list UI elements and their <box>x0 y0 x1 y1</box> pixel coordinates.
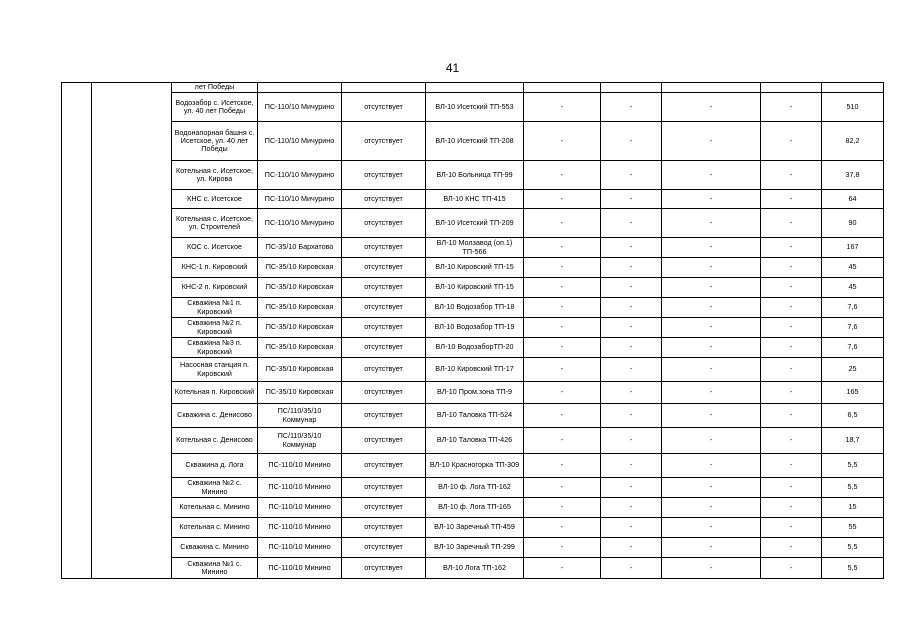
cell-col7: - <box>662 498 761 518</box>
cell-col6: - <box>601 382 662 404</box>
cell-object: Скважина №1 с. Минино <box>172 558 258 579</box>
cell-col5: - <box>524 209 601 238</box>
cell-col5: - <box>524 518 601 538</box>
cell-load: 7,6 <box>822 338 884 358</box>
cell-reserve: отсутствует <box>342 404 426 428</box>
table-row <box>62 318 884 338</box>
cell-col7: - <box>662 258 761 278</box>
cell-source: ПС-35/10 Бархатово <box>258 238 342 258</box>
cell-col8: - <box>761 190 822 209</box>
cell-source: ПС-110/10 Минино <box>258 518 342 538</box>
cell-col8: - <box>761 382 822 404</box>
cell-col6: - <box>601 338 662 358</box>
cell-reserve: отсутствует <box>342 161 426 190</box>
cell-object: Скважина №1 п. Кировский <box>172 298 258 318</box>
cell-line: ВЛ-10 Таловка ТП-524 <box>426 404 524 428</box>
cell-line: ВЛ-10 Больница ТП-99 <box>426 161 524 190</box>
cell-load: 5,5 <box>822 558 884 579</box>
cell-col8: - <box>761 93 822 122</box>
cell-col5: - <box>524 404 601 428</box>
cell-source: ПС/110/35/10 Коммунар <box>258 428 342 454</box>
cell-col8: - <box>761 161 822 190</box>
cell-object: Водозабор с. Исетское, ул. 40 лет Победы <box>172 93 258 122</box>
cell-col7: - <box>662 190 761 209</box>
cell-col8: - <box>761 209 822 238</box>
cell-col8: - <box>761 478 822 498</box>
cell-source: ПС-110/10 Минино <box>258 558 342 579</box>
cell-col6: - <box>601 258 662 278</box>
cell-source: ПС-110/10 Мичурино <box>258 190 342 209</box>
cell-line: ВЛ-10 Заречный ТП-299 <box>426 538 524 558</box>
cell-object: Скважина №3 п. Кировский <box>172 338 258 358</box>
cell-load: 5,5 <box>822 478 884 498</box>
cell-object: Скважина с. Денисово <box>172 404 258 428</box>
cell-object: Скважина №2 п. Кировский <box>172 318 258 338</box>
cell-col5: - <box>524 161 601 190</box>
cell-object: Скважина д. Лога <box>172 454 258 478</box>
cell-col6: - <box>601 478 662 498</box>
table-row <box>62 558 884 579</box>
cell-col7: - <box>662 161 761 190</box>
cell-group-col <box>92 83 172 579</box>
cell-source: ПС-35/10 Кировская <box>258 258 342 278</box>
cell-reserve: отсутствует <box>342 209 426 238</box>
cell-col5: - <box>524 298 601 318</box>
cell-reserve: отсутствует <box>342 428 426 454</box>
cell-col8: - <box>761 454 822 478</box>
cell-col7: - <box>662 298 761 318</box>
cell-col5: - <box>524 538 601 558</box>
table-row <box>62 454 884 478</box>
cell-col7 <box>662 83 761 93</box>
cell-source: ПС/110/35/10 Коммунар <box>258 404 342 428</box>
cell-line: ВЛ-10 Кировский ТП-15 <box>426 258 524 278</box>
cell-col8: - <box>761 318 822 338</box>
cell-source <box>258 83 342 93</box>
cell-load: 7,6 <box>822 298 884 318</box>
table-row <box>62 338 884 358</box>
cell-load: 5,5 <box>822 454 884 478</box>
cell-col5: - <box>524 428 601 454</box>
table-body <box>62 83 884 579</box>
cell-col5: - <box>524 93 601 122</box>
cell-load: 45 <box>822 258 884 278</box>
cell-source: ПС-110/10 Мичурино <box>258 161 342 190</box>
cell-col8: - <box>761 404 822 428</box>
cell-load: 6,5 <box>822 404 884 428</box>
cell-col6: - <box>601 122 662 161</box>
cell-object: Котельная с. Денисово <box>172 428 258 454</box>
cell-load: 64 <box>822 190 884 209</box>
cell-col6: - <box>601 358 662 382</box>
cell-col8: - <box>761 498 822 518</box>
cell-object: КНС с. Исетское <box>172 190 258 209</box>
cell-reserve: отсутствует <box>342 454 426 478</box>
cell-line: ВЛ-10 КНС ТП-415 <box>426 190 524 209</box>
cell-col7: - <box>662 93 761 122</box>
cell-col7: - <box>662 209 761 238</box>
cell-reserve: отсутствует <box>342 338 426 358</box>
cell-source: ПС-35/10 Кировская <box>258 382 342 404</box>
cell-line: ВЛ-10 Заречный ТП-459 <box>426 518 524 538</box>
cell-source: ПС-110/10 Минино <box>258 538 342 558</box>
cell-col5: - <box>524 358 601 382</box>
cell-reserve: отсутствует <box>342 358 426 382</box>
page-number: 41 <box>445 61 460 75</box>
table-row <box>62 161 884 190</box>
cell-col5: - <box>524 498 601 518</box>
cell-col6: - <box>601 238 662 258</box>
cell-object: КНС-1 п. Кировский <box>172 258 258 278</box>
table-row <box>62 382 884 404</box>
table-row <box>62 278 884 298</box>
table-row <box>62 258 884 278</box>
cell-col7: - <box>662 318 761 338</box>
cell-line: ВЛ-10 ф. Лога ТП-165 <box>426 498 524 518</box>
cell-reserve: отсутствует <box>342 298 426 318</box>
cell-reserve: отсутствует <box>342 558 426 579</box>
cell-col7: - <box>662 558 761 579</box>
cell-col7: - <box>662 518 761 538</box>
table-row <box>62 478 884 498</box>
table-row <box>62 518 884 538</box>
cell-reserve: отсутствует <box>342 538 426 558</box>
cell-col7: - <box>662 478 761 498</box>
table-row <box>62 404 884 428</box>
cell-col6: - <box>601 558 662 579</box>
cell-line: ВЛ-10 Лога ТП-162 <box>426 558 524 579</box>
cell-col7: - <box>662 454 761 478</box>
cell-object: Котельная с. Исетское, ул. Строителей <box>172 209 258 238</box>
cell-col5: - <box>524 478 601 498</box>
cell-reserve: отсутствует <box>342 498 426 518</box>
cell-load: 90 <box>822 209 884 238</box>
cell-load: 167 <box>822 238 884 258</box>
cell-line: ВЛ-10 Исетский ТП-209 <box>426 209 524 238</box>
cell-line: ВЛ-10 Исетский ТП-208 <box>426 122 524 161</box>
cell-load: 18,7 <box>822 428 884 454</box>
cell-reserve: отсутствует <box>342 318 426 338</box>
cell-source: ПС-35/10 Кировская <box>258 318 342 338</box>
cell-line: ВЛ-10 Молзавод (оп.1) ТП-566 <box>426 238 524 258</box>
cell-load: 45 <box>822 278 884 298</box>
table-row <box>62 298 884 318</box>
cell-col8: - <box>761 298 822 318</box>
cell-source: ПС-110/10 Мичурино <box>258 209 342 238</box>
cell-col6: - <box>601 498 662 518</box>
cell-col6: - <box>601 538 662 558</box>
cell-col6 <box>601 83 662 93</box>
cell-col6: - <box>601 454 662 478</box>
cell-reserve: отсутствует <box>342 382 426 404</box>
cell-col7: - <box>662 338 761 358</box>
cell-load: 25 <box>822 358 884 382</box>
cell-object: Скважина №2 с. Минино <box>172 478 258 498</box>
cell-source: ПС-110/10 Минино <box>258 478 342 498</box>
cell-reserve: отсутствует <box>342 278 426 298</box>
table-row <box>62 93 884 122</box>
cell-reserve: отсутствует <box>342 518 426 538</box>
cell-col5: - <box>524 338 601 358</box>
cell-object: Котельная с. Минино <box>172 498 258 518</box>
cell-reserve: отсутствует <box>342 258 426 278</box>
cell-line: ВЛ-10 Пром.зона ТП-9 <box>426 382 524 404</box>
cell-object: Котельная п. Кировский <box>172 382 258 404</box>
cell-col7: - <box>662 382 761 404</box>
cell-line: ВЛ-10 Исетский ТП-553 <box>426 93 524 122</box>
cell-col6: - <box>601 428 662 454</box>
cell-line: ВЛ-10 ВодозаборТП-20 <box>426 338 524 358</box>
cell-object: КНС-2 п. Кировский <box>172 278 258 298</box>
cell-load: 82,2 <box>822 122 884 161</box>
table-row <box>62 83 884 93</box>
table-row <box>62 358 884 382</box>
cell-col6: - <box>601 404 662 428</box>
cell-line: ВЛ-10 Водозабор ТП-18 <box>426 298 524 318</box>
cell-col7: - <box>662 238 761 258</box>
cell-line: ВЛ-10 Кировский ТП-15 <box>426 278 524 298</box>
cell-col5: - <box>524 190 601 209</box>
cell-load: 7,6 <box>822 318 884 338</box>
cell-col5 <box>524 83 601 93</box>
cell-source: ПС-35/10 Кировская <box>258 338 342 358</box>
cell-source: ПС-110/10 Мичурино <box>258 93 342 122</box>
power-supply-table <box>61 82 884 579</box>
cell-col8: - <box>761 518 822 538</box>
cell-col6: - <box>601 190 662 209</box>
cell-source: ПС-35/10 Кировская <box>258 278 342 298</box>
cell-col8: - <box>761 258 822 278</box>
cell-col5: - <box>524 454 601 478</box>
cell-col5: - <box>524 558 601 579</box>
cell-col8: - <box>761 122 822 161</box>
table-row <box>62 498 884 518</box>
cell-col7: - <box>662 278 761 298</box>
cell-col5: - <box>524 382 601 404</box>
cell-load: 5,5 <box>822 538 884 558</box>
table-row <box>62 190 884 209</box>
cell-load <box>822 83 884 93</box>
cell-load: 165 <box>822 382 884 404</box>
table-row <box>62 428 884 454</box>
cell-load: 37,8 <box>822 161 884 190</box>
cell-col8: - <box>761 338 822 358</box>
cell-col6: - <box>601 209 662 238</box>
cell-col6: - <box>601 318 662 338</box>
cell-col7: - <box>662 538 761 558</box>
cell-index-col <box>62 83 92 579</box>
cell-col5: - <box>524 318 601 338</box>
cell-source: ПС-35/10 Кировская <box>258 358 342 382</box>
cell-line: ВЛ-10 ф. Лога ТП-162 <box>426 478 524 498</box>
cell-line <box>426 83 524 93</box>
cell-object: Скважина с. Минино <box>172 538 258 558</box>
cell-reserve: отсутствует <box>342 238 426 258</box>
cell-col7: - <box>662 428 761 454</box>
cell-col6: - <box>601 161 662 190</box>
cell-object: Водонапорная башня с. Исетское, ул. 40 лет Победы <box>172 122 258 161</box>
cell-source: ПС-110/10 Минино <box>258 498 342 518</box>
cell-source: ПС-35/10 Кировская <box>258 298 342 318</box>
cell-col8: - <box>761 278 822 298</box>
cell-line: ВЛ-10 Таловка ТП-426 <box>426 428 524 454</box>
cell-load: 510 <box>822 93 884 122</box>
cell-col6: - <box>601 93 662 122</box>
cell-reserve <box>342 83 426 93</box>
cell-col8: - <box>761 358 822 382</box>
cell-object: КОС с. Исетское <box>172 238 258 258</box>
cell-col5: - <box>524 258 601 278</box>
cell-col8: - <box>761 558 822 579</box>
cell-reserve: отсутствует <box>342 93 426 122</box>
table-row <box>62 238 884 258</box>
cell-object: Котельная с. Минино <box>172 518 258 538</box>
cell-col6: - <box>601 298 662 318</box>
cell-reserve: отсутствует <box>342 478 426 498</box>
cell-col8: - <box>761 238 822 258</box>
cell-col5: - <box>524 238 601 258</box>
cell-object: лет Победы <box>172 83 258 93</box>
table-row <box>62 538 884 558</box>
cell-col6: - <box>601 278 662 298</box>
cell-reserve: отсутствует <box>342 190 426 209</box>
cell-load: 15 <box>822 498 884 518</box>
table-row <box>62 122 884 161</box>
cell-reserve: отсутствует <box>342 122 426 161</box>
cell-col8: - <box>761 538 822 558</box>
cell-source: ПС-110/10 Минино <box>258 454 342 478</box>
cell-line: ВЛ-10 Красногорка ТП-309 <box>426 454 524 478</box>
cell-load: 55 <box>822 518 884 538</box>
cell-col7: - <box>662 122 761 161</box>
cell-col6: - <box>601 518 662 538</box>
cell-line: ВЛ-10 Водозабор ТП-19 <box>426 318 524 338</box>
cell-col7: - <box>662 404 761 428</box>
table-row <box>62 209 884 238</box>
cell-col8 <box>761 83 822 93</box>
cell-col7: - <box>662 358 761 382</box>
cell-object: Насосная станция п. Кировский <box>172 358 258 382</box>
cell-col8: - <box>761 428 822 454</box>
cell-source: ПС-110/10 Мичурино <box>258 122 342 161</box>
cell-col5: - <box>524 278 601 298</box>
cell-object: Котельная с. Исетское, ул. Кирова <box>172 161 258 190</box>
cell-line: ВЛ-10 Кировский ТП-17 <box>426 358 524 382</box>
cell-col5: - <box>524 122 601 161</box>
